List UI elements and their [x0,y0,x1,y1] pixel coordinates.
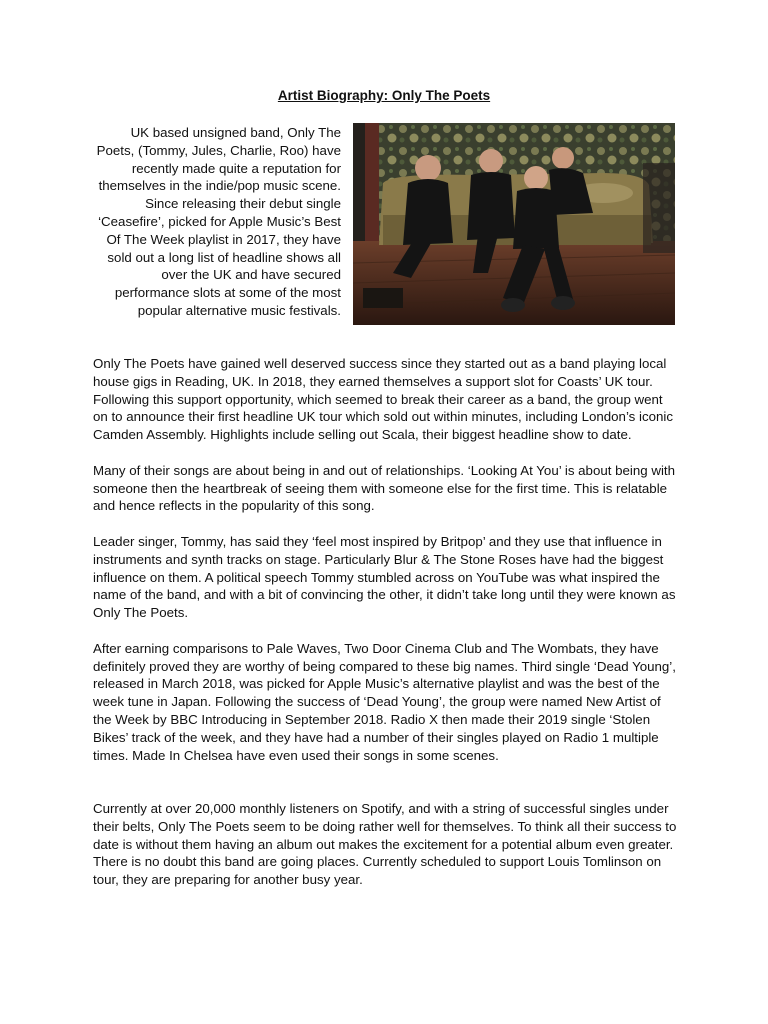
paragraph-1: Only The Poets have gained well deserved success since they started out as a band playing local house gigs in Reading, UK. In 2018, they earned themselves a support slot for Coasts’ UK tour. Following this support opportunity, which seemed to break their career as a band, the group went on to announce their first headline UK tour which sold out within minutes, including London’s iconic Camden Assembly. Highlights include selling out Scala, their biggest headline show to date. [93,356,673,443]
body-text [93,355,677,907]
page-title: Artist Biography: Only The Poets [277,88,491,103]
paragraph-2: Many of their songs are about being in and out of relationships. ‘Looking At You’ is about being with someone then the heartbreak of seeing them with someone else for the first time. This is relatable and hence reflects in the popularity of this song. [93,462,676,514]
paragraph-5: Currently at over 20,000 monthly listeners on Spotify, and with a string of successful singles under their belts, Only The Poets seem to be doing rather well for themselves. To think all their success to date is without them having an album out makes the excitement for a potential album even greater. There is no doubt this band are going places. Currently scheduled to support Louis Tomlinson on tour, they are preparing for another busy year. [93,800,677,888]
paragraph-4: After earning comparisons to Pale Waves, Two Door Cinema Club and The Wombats, they have definitely proved they are worthy of being compared to these big names. Third single ‘Dead Young’, released in March 2018, was picked for Apple Music’s alternative playlist and was the best of the week tune in Japan. Following the success of ‘Dead Young’, the group were named New Artist of the Week by BBC Introducing in September 2018. Radio X then made their 2019 single ‘Stolen Bikes’ track of the week, and they have had a number of their singles played on Radio 1 multiple times. Made In Chelsea have even used their songs in some scenes. [93,640,676,763]
paragraph-3: Leader singer, Tommy, has said they ‘feel most inspired by Britpop’ and they use that influence in instruments and synth tracks on stage. Particularly Blur & The Stone Roses have had the biggest influence on them. A political speech Tommy stumbled across on YouTube was what inspired the name of the band, and with a bit of convincing the other, it didn’t take long until they were known as Only The Poets. [93,533,676,621]
intro-paragraph: UK based unsigned band, Only The Poets, (Tommy, Jules, Charlie, Roo) have recently made quite a reputation for themselves in the indie/pop music scene. Since releasing their debut single ‘Ceasefire’, picked for Apple Music’s Best Of The Week playlist in 2017, they have sold out a long list of headline shows all over the UK and have secured performance slots at some of the most popular alternative music festivals. [96,125,341,318]
band-photo [353,123,675,325]
